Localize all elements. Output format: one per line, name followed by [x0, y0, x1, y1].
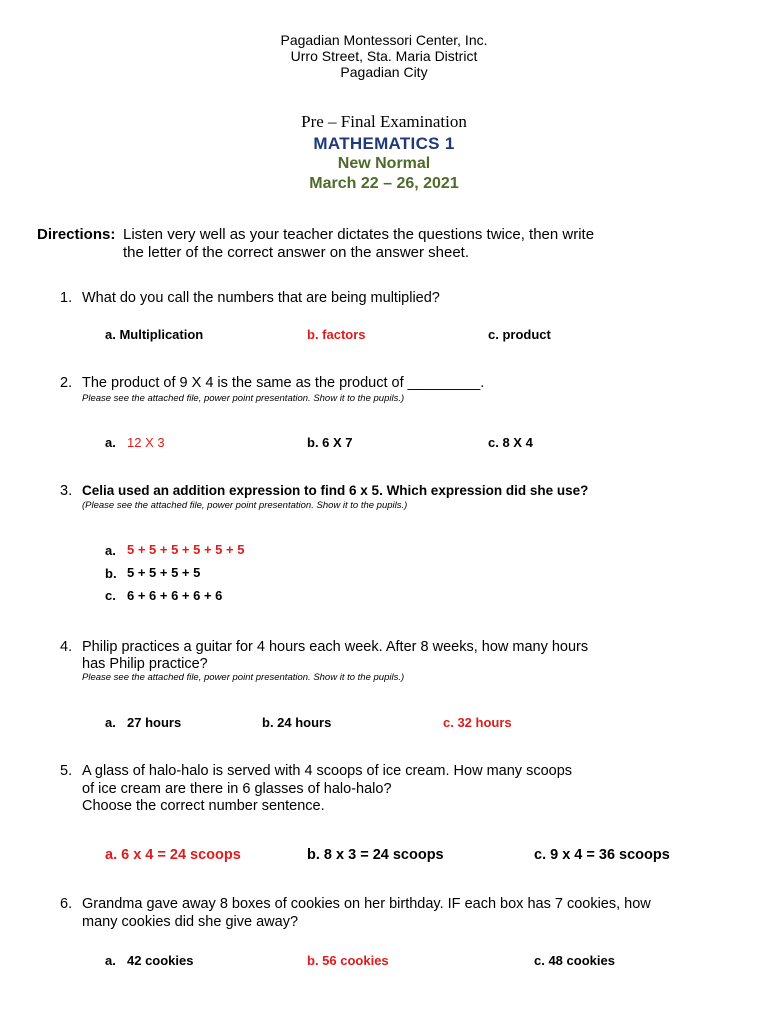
- question-4-option-a: 27 hours: [127, 715, 182, 730]
- question-4-note: Please see the attached file, power point presentation. Show it to the pupils.): [82, 672, 405, 683]
- question-2-number: 2.: [60, 375, 73, 391]
- question-4-option-b: b. 24 hours: [262, 715, 332, 730]
- question-4-number: 4.: [60, 639, 73, 655]
- question-5-number: 5.: [60, 763, 73, 779]
- question-5-text-line-3: Choose the correct number sentence.: [82, 798, 325, 814]
- question-3-text: Celia used an addition expression to find 6 x 5. Which expression did she use?: [82, 483, 589, 498]
- question-3-option-a: 5 + 5 + 5 + 5 + 5 + 5: [127, 542, 245, 557]
- question-4-option-a-letter: a.: [105, 715, 116, 730]
- question-2-text: The product of 9 X 4 is the same as the product of _________.: [82, 375, 485, 391]
- school-name: Pagadian Montessori Center, Inc.: [280, 32, 488, 48]
- question-6-text-line-2: many cookies did she give away?: [82, 914, 299, 930]
- directions-label: Directions:: [37, 226, 116, 243]
- question-6-number: 6.: [60, 896, 73, 912]
- question-2-option-b: b. 6 X 7: [307, 435, 353, 450]
- school-city: Pagadian City: [340, 64, 428, 80]
- question-5-option-b: b. 8 x 3 = 24 scoops: [307, 847, 444, 863]
- question-6-text-line-1: Grandma gave away 8 boxes of cookies on her birthday. IF each box has 7 cookies, how: [82, 896, 651, 912]
- question-1-option-a: a. Multiplication: [105, 327, 204, 342]
- question-4-text-line-2: has Philip practice?: [82, 656, 208, 672]
- subject-title: MATHEMATICS 1: [313, 134, 455, 153]
- question-5-text-line-1: A glass of halo-halo is served with 4 scoops of ice cream. How many scoops: [82, 763, 573, 779]
- school-street: Urro Street, Sta. Maria District: [290, 48, 478, 64]
- question-2-option-c: c. 8 X 4: [488, 435, 533, 450]
- question-3-option-b-letter: b.: [105, 566, 117, 581]
- question-6-option-a: 42 cookies: [127, 953, 194, 968]
- question-1-option-c: c. product: [488, 327, 551, 342]
- question-4-option-c: c. 32 hours: [443, 715, 512, 730]
- question-1-text: What do you call the numbers that are being multiplied?: [82, 290, 440, 306]
- question-3-option-c-letter: c.: [105, 588, 116, 603]
- directions-line-1: Listen very well as your teacher dictates the questions twice, then write: [123, 226, 595, 243]
- question-1-number: 1.: [60, 290, 73, 306]
- question-3-option-c: 6 + 6 + 6 + 6 + 6: [127, 588, 223, 603]
- question-2-note: Please see the attached file, power point presentation. Show it to the pupils.): [82, 393, 405, 404]
- directions-line-2: the letter of the correct answer on the answer sheet.: [123, 244, 470, 261]
- question-2-option-a-letter: a.: [105, 435, 116, 450]
- question-1-option-b: b. factors: [307, 327, 366, 342]
- question-2-option-a: 12 X 3: [127, 435, 165, 450]
- question-3-option-a-letter: a.: [105, 543, 116, 558]
- question-3-number: 3.: [60, 483, 73, 499]
- question-6-option-c: c. 48 cookies: [534, 953, 615, 968]
- question-5-option-c: c. 9 x 4 = 36 scoops: [534, 847, 670, 863]
- question-3-option-b: 5 + 5 + 5 + 5: [127, 565, 201, 580]
- question-6-option-b: b. 56 cookies: [307, 953, 389, 968]
- exam-dates: March 22 – 26, 2021: [309, 175, 459, 192]
- exam-title: Pre – Final Examination: [301, 112, 467, 131]
- mode-label: New Normal: [337, 155, 431, 172]
- question-4-text-line-1: Philip practices a guitar for 4 hours each week. After 8 weeks, how many hours: [82, 639, 589, 655]
- question-5-option-a: a. 6 x 4 = 24 scoops: [105, 847, 241, 863]
- question-6-option-a-letter: a.: [105, 953, 116, 968]
- question-3-note: (Please see the attached file, power point presentation. Show it to the pupils.): [82, 500, 408, 511]
- question-5-text-line-2: of ice cream are there in 6 glasses of halo-halo?: [82, 781, 392, 797]
